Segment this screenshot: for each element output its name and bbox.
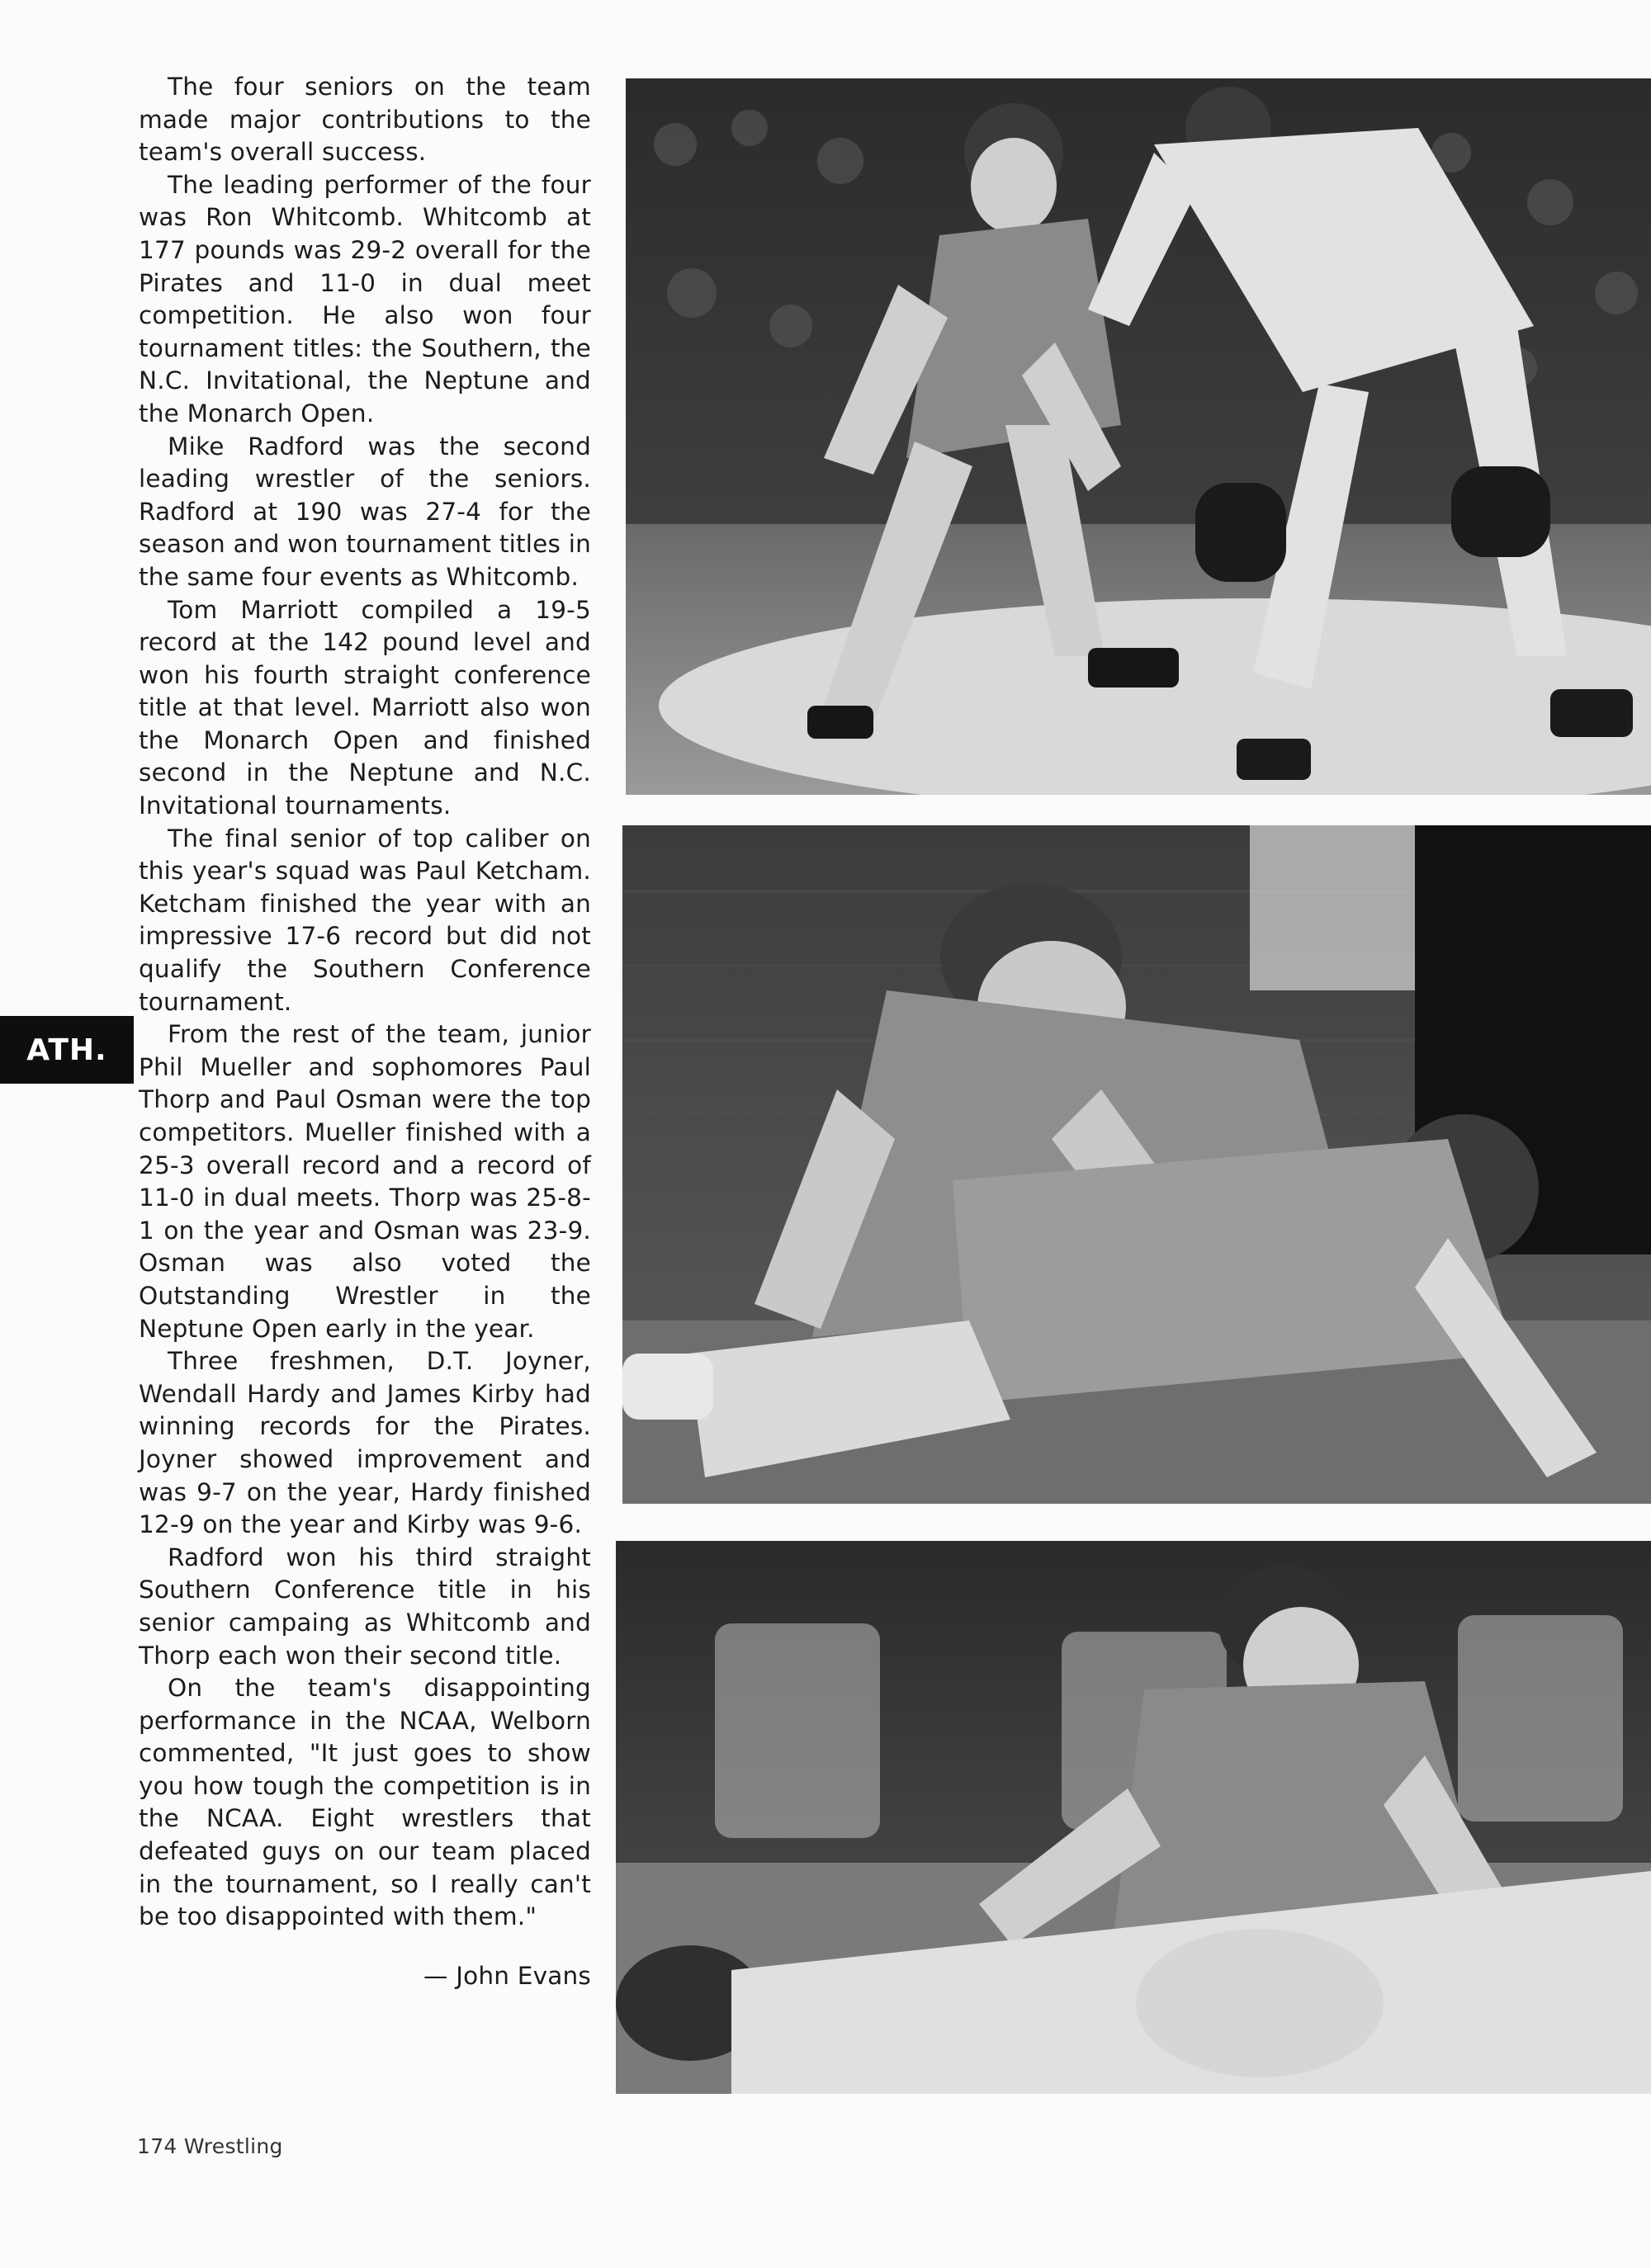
article-paragraph: The four seniors on the team made major contributions to the team's overall success. [139, 73, 591, 167]
page-folio: 174 Wrestling [137, 2134, 283, 2158]
article-paragraph: Radford won his third straight Southern Conference title in his senior campaing as Whitcomb and Thorp each won their second title. [139, 1543, 591, 1670]
article-paragraph: The final senior of top caliber on this year's squad was Paul Ketcham. Ketcham finished the year with an impressive 17-6 record but did not qualify the Southern Conference tournament. [139, 824, 591, 1016]
article-paragraph: On the team's disappointing performance in the NCAA, Welborn commented, "It just goes to show you how tough the competition is in the NCAA. Eight wrestlers that defeated guys on our team placed in the tournament, so I really can't be too disappointed with them." [139, 1674, 591, 1931]
photo-pin-illustration [616, 1541, 1651, 2094]
article-paragraph: Tom Marriott compiled a 19-5 record at the 142 pound level and won his fourth straight conference title at that level. Marriott also won the Monarch Open and finished second in the Neptune and N.C. Invitational tournaments. [139, 595, 591, 820]
photo-standing-illustration [626, 78, 1651, 795]
article-body [139, 71, 591, 1992]
article-paragraph: Mike Radford was the second leading wrestler of the seniors. Radford at 190 was 27-4 for the season and won tournament titles in the same four events as Whitcomb. [139, 432, 591, 591]
article-paragraph: From the rest of the team, junior Phil Mueller and sophomores Paul Thorp and Paul Osman were the top competitors. Mueller finished with a 25-3 overall record and a record of 11-0 in dual meets. Thorp was 25-8-1 on the year and Osman was 23-9. Osman was also voted the Outstanding Wrestler in the Neptune Open early in the year. [139, 1020, 591, 1343]
photo-mat-illustration [622, 825, 1651, 1504]
section-tab: ATH. [0, 1016, 134, 1084]
article-paragraph: The leading performer of the four was Ron Whitcomb. Whitcomb at 177 pounds was 29-2 overall for the Pirates and 11-0 in dual meet competition. He also won four tournament titles: the Southern, the N.C. Invitational, the Neptune and the Monarch Open. [139, 170, 591, 428]
byline: — John Evans [423, 1961, 591, 1990]
wrestling-photo-standing [626, 78, 1651, 795]
wrestling-photo-mat [622, 825, 1651, 1504]
wrestling-photo-pin [616, 1541, 1651, 2094]
article-paragraph: Three freshmen, D.T. Joyner, Wendall Hardy and James Kirby had winning records for the Pirates. Joyner showed improvement and was 9-7 on the year, Hardy finished 12-9 on the year and Kirby was 9-6. [139, 1347, 591, 1539]
